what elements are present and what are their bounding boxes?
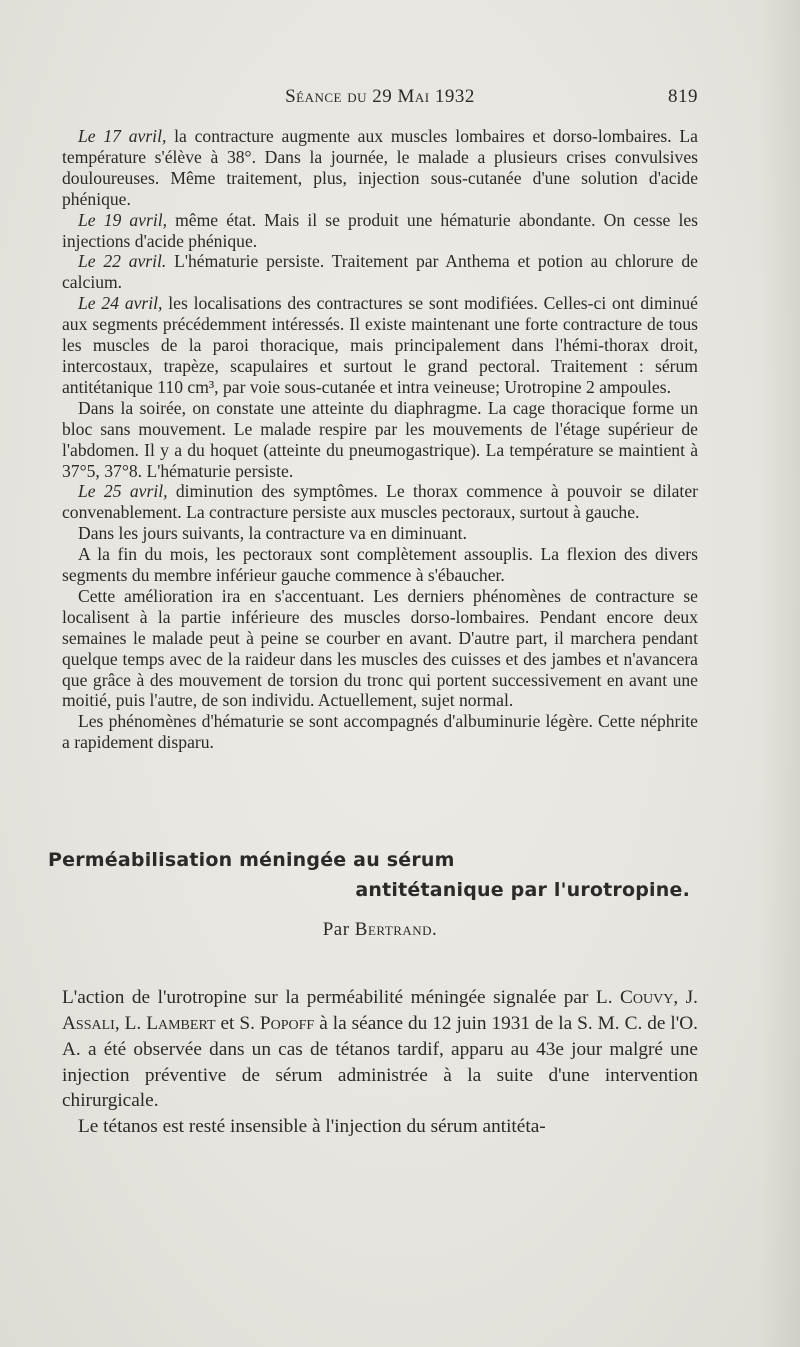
book-page: [48, 82, 699, 1140]
date-label: Le 17 avril,: [78, 126, 167, 146]
text-run: Le tétanos est resté insensible à l'injection du sérum antitéta-: [78, 1116, 546, 1138]
paragraph-text: la contracture augmente aux muscles lombaires et dorso-lombaires. La température s'élève à 38°. Dans la journée, le malade a plusieurs crises convulsives douloureuses. Même traitement, plus, injection sous-cutanée d'une solution d'acide phénique.: [62, 126, 698, 209]
byline: [62, 919, 698, 941]
date-label: Le 19 avril,: [78, 209, 168, 230]
paragraph-text: A la fin du mois, les pectoraux sont complètement assouplis. La flexion des divers segments du membre inférieur gauche commence à s'ébaucher.: [62, 544, 698, 586]
text-run: L'action de l'urotropine sur la perméabilité méningée signalée par L.: [62, 987, 621, 1009]
text-run: , L.: [114, 1012, 147, 1034]
paragraph-fin-du-mois: [62, 544, 698, 586]
paragraph-22-avril: [62, 251, 698, 293]
paragraph-text: Cette amélioration ira en s'accentuant. Les derniers phénomènes de contracture se localisent à la partie inférieure des muscles dorso-lombaires. Pendant encore deux semaines le malade peut à peine se courber en avant. D'autre part, il marchera pendant quelque temps avec de la raideur dans les muscles des cuisses et des jambes et n'avancera que grâce à des mouvement de torsion du tronc qui portent successivement en avant une moitié, puis l'autre, de son individu. Actuellement, sujet normal.: [62, 585, 698, 711]
paragraph-jours-suivants: [62, 523, 698, 544]
paragraph-text: les localisations des contractures se sont modifiées. Celles-ci ont diminué aux segments précédemment intéressés. Il existe maintenant une forte contracture de tous les muscles de la paroi thoracique, mais principalement dans l'hémi-thorax droit, intercostaux, trapèze, scapulaires et surtout le grand pectoral. Traitement : sérum antitétanique 110 cm³, par voie sous-cutanée et intra veineuse; Urotropine 2 ampoules.: [62, 293, 698, 397]
paragraph-25-avril: [62, 481, 698, 523]
author-ref-assali: Assali: [62, 1012, 115, 1034]
paragraph-soiree: [62, 398, 698, 482]
byline-prefix: Par: [322, 919, 355, 941]
paragraph-19-avril: [62, 210, 698, 252]
paragraph-17-avril: [62, 126, 698, 210]
author-ref-lambert: Lambert: [146, 1012, 216, 1034]
paragraph-text: Dans la soirée, on constate une atteinte du diaphragme. La cage thoracique forme un bloc sans mouvement. Le malade respire par les mouvements de l'étage supérieur de l'abdomen. Il y a du hoquet (atteinte du pneumogastrique). La température se maintient à 37°5, 37°8. L'hématurie persiste.: [62, 397, 698, 481]
date-label: Le 25 avril,: [78, 481, 168, 502]
article-title: [48, 845, 698, 905]
date-label: Le 24 avril,: [78, 293, 163, 314]
page-number: 819: [668, 86, 698, 107]
paragraph-24-avril: [62, 293, 698, 398]
case-report-text: [62, 126, 698, 753]
article-body: [62, 985, 698, 1140]
paragraph-text: diminution des symptômes. Le thorax commence à pouvoir se dilater convenablement. La contracture persiste aux muscles pectoraux, surtout à gauche.: [62, 481, 698, 523]
article-title-line-2: antitétanique par l'urotropine.: [355, 879, 690, 902]
page-edge-shadow: [760, 0, 800, 1347]
text-run: à la séance du 12 juin 1931 de la S. M. C. de l'O. A. a été observée dans un cas de tétanos tardif, apparu au 43e jour malgré une injection préventive de sérum administrée à la suite d'une intervention chirurgicale.: [62, 1012, 699, 1112]
date-label: Le 22 avril.: [78, 251, 167, 272]
author-ref-popoff: Popoff: [259, 1012, 315, 1034]
paragraph-text: L'hématurie persiste. Traitement par Anthema et potion au chlorure de calcium.: [62, 251, 698, 293]
text-run: , J.: [673, 987, 699, 1009]
paragraph-text: même état. Mais il se produit une hématurie abondante. On cesse les injections d'acide phénique.: [62, 209, 698, 251]
article-title-line-1: Perméabilisation méningée au sérum: [48, 849, 455, 872]
article-paragraph-2: [62, 1114, 698, 1140]
author-name: Bertrand.: [354, 919, 438, 941]
author-ref-couvy: Couvy: [620, 987, 674, 1009]
running-head: [62, 82, 698, 112]
running-head-title: Séance du 29 Mai 1932: [285, 86, 475, 107]
paragraph-amelioration: [62, 586, 698, 711]
text-run: et S.: [215, 1012, 260, 1034]
paragraph-text: Les phénomènes d'hématurie se sont accompagnés d'albuminurie légère. Cette néphrite a rapidement disparu.: [62, 711, 698, 753]
paragraph-text: Dans les jours suivants, la contracture va en diminuant.: [78, 523, 467, 544]
paragraph-hematurie: [62, 711, 698, 753]
article-paragraph-1: [62, 985, 698, 1114]
